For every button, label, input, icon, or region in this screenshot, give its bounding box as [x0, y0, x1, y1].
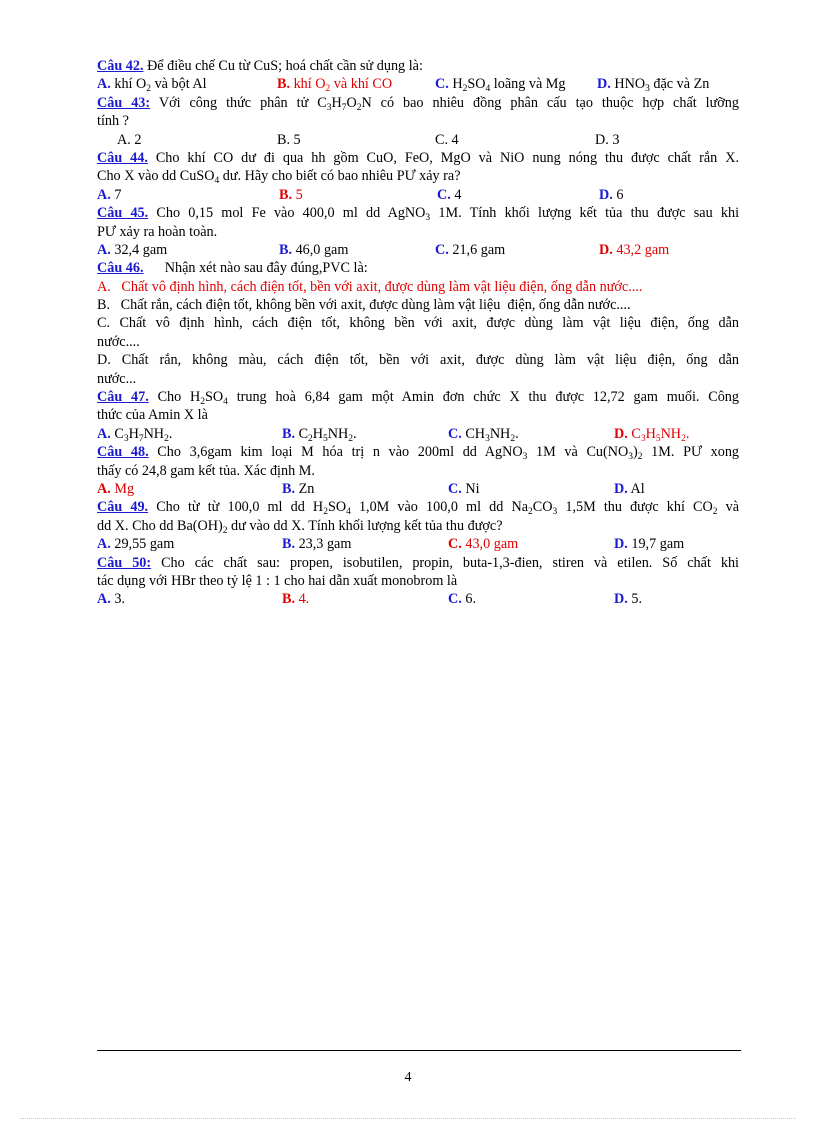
option-a: A. 3.: [97, 591, 125, 608]
question-44-stem-cont: Cho X vào dd CuSO$_4$ dư. Hãy cho biết có bao nhiêu PƯ xảy ra?: [97, 168, 461, 187]
question-50-number: Câu 50:: [97, 554, 152, 571]
option-a: A. 29,55 gam: [97, 536, 175, 553]
option-c-correct: C. 43,0 gam: [448, 536, 519, 553]
option-b-correct: B. 5: [279, 186, 303, 203]
question-47-stem-cont: thức của Amin X là: [97, 407, 208, 424]
question-49-stem-cont: dd X. Cho dd $Ba(OH)_2$ dư vào dd X. Tính khối lượng kết tủa thu được?: [97, 517, 503, 536]
option-d: D. $HNO_3$ đặc và Zn: [597, 76, 710, 95]
option-d: D. Chất rắn, không màu, cách điện tốt, bền với axit, được dùng làm vật liệu điện, ống dẫn: [97, 352, 739, 369]
option-b: B. Zn: [282, 480, 315, 497]
option-c: C. 4: [435, 131, 459, 148]
question-49-number: Câu 49.: [97, 499, 149, 516]
question-50-stem: Câu 50: Cho các chất sau: propen, isobutilen, propin, buta-1,3-đien, stiren và etilen. Số chất khi: [97, 554, 739, 571]
question-44-stem: Câu 44. Cho khí CO dư đi qua hh gồm CuO, FeO, MgO và NiO nung nóng thu được chất rắn X.: [97, 149, 739, 166]
option-c: C. 6.: [448, 591, 476, 608]
option-c: C. 4: [437, 186, 462, 203]
question-43-options: [97, 131, 739, 149]
question-42-stem: Câu 42. Để điều chế Cu từ CuS; hoá chất cần sử dụng là:: [97, 58, 423, 74]
question-43-stem-cont: tính ?: [97, 113, 129, 130]
question-42-options: [97, 75, 739, 93]
option-d-correct: D. $C_3H_5NH_2$.: [614, 425, 690, 444]
option-b: B. 23,3 gam: [282, 536, 352, 553]
option-a-correct: A. Mg: [97, 480, 135, 497]
option-b: B. 5: [277, 131, 301, 148]
page-number: 4: [404, 1070, 412, 1085]
question-48-options: [97, 480, 739, 498]
option-d: D. 19,7 gam: [614, 536, 685, 553]
question-46-stem: Câu 46. Nhận xét nào sau đây đúng,PVC là:: [97, 260, 368, 277]
option-a: A. khí $O_2$ và bột Al: [97, 76, 207, 95]
question-44-number: Câu 44.: [97, 149, 148, 166]
question-49-stem: Câu 49. Cho từ từ 100,0 ml dd $H_2SO_4$ 1,0M vào 100,0 ml dd $Na_2CO_3$ 1,5M thu được khí $CO_2$ và: [97, 499, 739, 518]
question-45-options: [97, 241, 739, 259]
option-d: D. 5.: [614, 591, 642, 608]
question-50-stem-cont: tác dụng với HBr theo tỷ lệ 1 : 1 cho hai dẫn xuất monobrom là: [97, 572, 458, 589]
question-44-options: [97, 186, 739, 204]
option-a: A. 7: [97, 186, 122, 203]
question-43-stem: Câu 43: Với công thức phân tử $C_3H_7O_2N$ có bao nhiêu đồng phân cấu tạo thuộc hợp chất lưỡng: [97, 94, 739, 113]
option-c: C. Chất vô định hình, cách điện tốt, không bền với axit, được dùng làm vật liệu điện, ống dẫn: [97, 315, 739, 332]
question-50-options: [97, 590, 739, 608]
option-d-cont: nước...: [97, 370, 137, 387]
option-b: B. $C_2H_5NH_2$.: [282, 425, 357, 444]
option-d: D. 3: [595, 131, 620, 148]
question-43-number: Câu 43:: [97, 94, 151, 111]
option-a: A. $C_3H_7NH_2$.: [97, 425, 173, 444]
question-48-stem: Câu 48. Cho 3,6gam kim loại M hóa trị n vào 200ml dd AgNO$_3$ 1M và $Cu(NO_3)_2$ 1M. PƯ xong: [97, 444, 740, 463]
option-b-correct: B. khí $O_2$ và khí CO: [277, 76, 393, 95]
option-a: A. 2: [117, 131, 142, 148]
exam-page: [97, 57, 739, 609]
option-d-correct: D. 43,2 gam: [599, 241, 670, 258]
option-c: C. 21,6 gam: [435, 241, 506, 258]
option-c: C. $CH_3NH_2$.: [448, 425, 519, 444]
option-c-cont: nước....: [97, 333, 140, 350]
question-45-number: Câu 45.: [97, 205, 149, 222]
question-46-number: Câu 46.: [97, 260, 144, 277]
page-edge-dotted-line: [20, 1118, 796, 1119]
option-d: D. 6: [599, 186, 624, 203]
question-47-stem: Câu 47. Cho $H_2SO_4$ trung hoà 6,84 gam một Amin đơn chức X thu được 12,72 gam muối. Công: [97, 389, 739, 408]
question-47-number: Câu 47.: [97, 389, 149, 406]
footer-rule: [97, 1050, 741, 1051]
option-a: A. 32,4 gam: [97, 241, 168, 258]
question-42-number: Câu 42.: [97, 58, 144, 74]
question-48-number: Câu 48.: [97, 444, 149, 461]
question-45-stem-cont: PƯ xảy ra hoàn toàn.: [97, 223, 218, 240]
option-d: D. Al: [614, 480, 645, 497]
option-a-correct: A. Chất vô định hình, cách điện tốt, bền với axit, được dùng làm vật liệu điện, ống dẫn nước....: [97, 278, 643, 295]
question-47-options: [97, 425, 739, 443]
option-b: B. Chất rắn, cách điện tốt, không bền với axit, được dùng làm vật liệu điện, ống dẫn nước....: [97, 297, 631, 314]
question-48-stem-cont: thấy có 24,8 gam kết tủa. Xác định M.: [97, 462, 315, 479]
question-49-options: [97, 535, 739, 553]
option-b: B. 46,0 gam: [279, 241, 349, 258]
option-c: C. Ni: [448, 480, 480, 497]
question-45-stem: Câu 45. Cho 0,15 mol Fe vào 400,0 ml dd AgNO$_3$ 1M. Tính khối lượng kết tủa thu được sau khi: [97, 205, 740, 224]
option-b-correct: B. 4.: [282, 591, 310, 608]
option-c: C. $H_2SO_4$ loãng và Mg: [435, 76, 566, 95]
